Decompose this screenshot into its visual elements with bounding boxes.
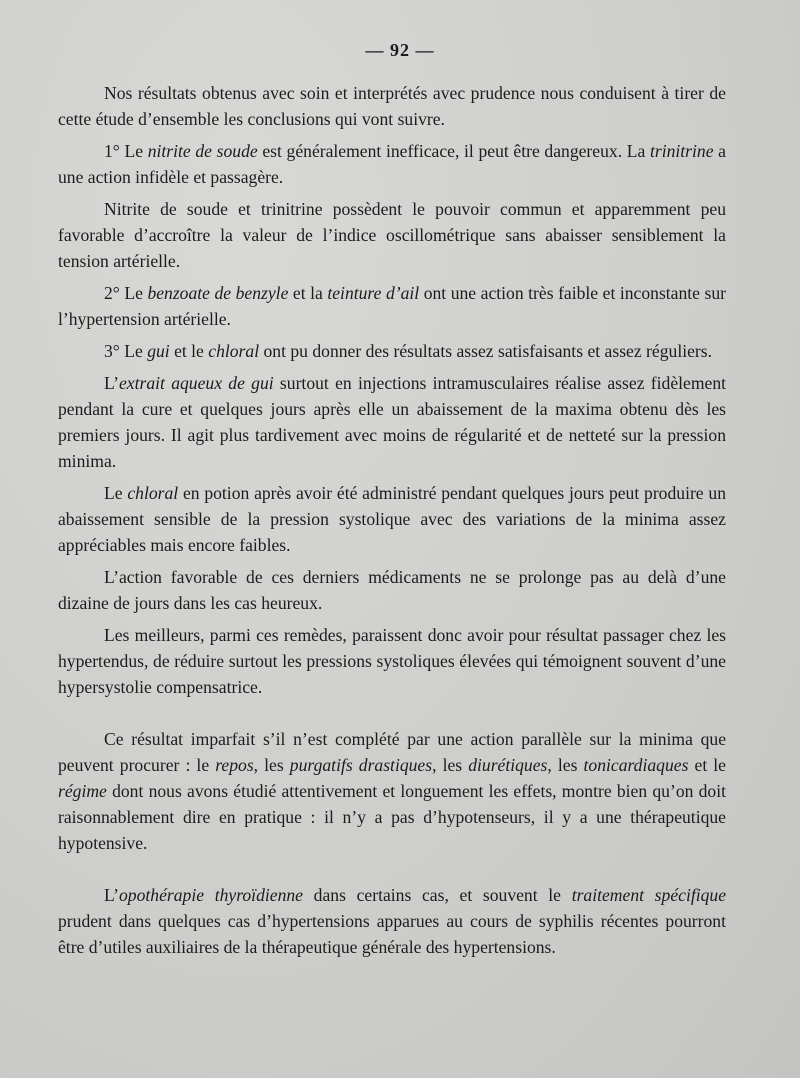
paragraph-p7 (58, 480, 726, 558)
paragraph-p9 (58, 622, 726, 700)
italic-term: teinture d’ail (327, 283, 420, 303)
text-segment: Les meilleurs, parmi ces remèdes, paraissent donc avoir pour résultat passager chez les hypertendus, de réduire surtout les pressions systoliques élevées qui témoignent souvent d’une hypersystolie compensatrice. (58, 625, 726, 697)
text-segment: L’ (104, 373, 119, 393)
text-segment: et le (169, 341, 209, 361)
text-segment: 1° Le (104, 141, 148, 161)
italic-term: régime (58, 781, 107, 801)
text-segment: et le (688, 755, 726, 775)
text-segment: 3° Le (104, 341, 148, 361)
italic-term: nitrite de soude (147, 141, 258, 161)
text-segment: en potion après avoir été administré pendant quelques jours peut produire un abaissement sensible de la pression systolique avec des variations de la minima assez appréciables mais encore faibles. (58, 483, 726, 555)
italic-term: trinitrine (649, 141, 714, 161)
text-segment: Ce résultat imparfait s’il n’est complété par une action parallèle sur la minima que peuvent procurer : le (58, 729, 726, 775)
text-segment: Nos résultats obtenus avec soin et interprétés avec prudence nous conduisent à tirer de cette étude d’ensemble les conclusions qui vont suivre. (58, 83, 726, 129)
paragraph-p11 (58, 882, 726, 960)
paragraph-p8 (58, 564, 726, 616)
paragraph-p6 (58, 370, 726, 474)
text-segment: , les (547, 755, 584, 775)
paragraph-p2 (58, 138, 726, 190)
text-segment: prudent dans quelques cas d’hypertensions apparues au cours de syphilis récentes pourront être d’utiles auxiliaires de la thérapeutique générale des hypertensions. (58, 911, 726, 957)
page-number: — 92 — (365, 40, 435, 60)
italic-term: chloral (208, 341, 260, 361)
text-segment: L’ (104, 885, 119, 905)
text-segment: Nitrite de soude et trinitrine possèdent le pouvoir commun et apparemment peu favorable d’accroître la valeur de l’indice oscillométrique sans abaisser sensiblement la tension artérielle. (58, 199, 726, 271)
italic-term: benzoate de benzyle (147, 283, 289, 303)
paragraph-p1 (58, 80, 726, 132)
italic-term: extrait aqueux de gui (119, 373, 274, 393)
text-segment: et la (288, 283, 328, 303)
text-segment: L’action favorable de ces derniers médicaments ne se prolonge pas au delà d’une dizaine de jours dans les cas heureux. (58, 567, 726, 613)
text-segment: , les (253, 755, 290, 775)
paragraph-p10 (58, 726, 726, 856)
paragraph-p5 (58, 338, 726, 364)
paragraph-p4 (58, 280, 726, 332)
text-segment: ont une action très faible et inconstante sur l’hypertension artérielle. (58, 283, 727, 329)
text-segment: , les (432, 755, 469, 775)
text-segment: 2° Le (104, 283, 148, 303)
text-segment: est généralement inefficace, il peut être dangereux. La (257, 141, 650, 161)
italic-term: tonicardiaques (583, 755, 689, 775)
italic-term: opothérapie thyroïdienne (119, 885, 303, 905)
italic-term: traitement spécifique (571, 885, 727, 905)
italic-term: purgatifs drastiques (289, 755, 433, 775)
italic-term: repos (215, 755, 254, 775)
paragraph-p3 (58, 196, 726, 274)
text-segment: surtout en injections intramusculaires réalise assez fidèlement pendant la cure et quelques jours après elle un abaissement de la maxima obtenu dès les premiers jours. Il agit plus tardivement avec moins de régularité et de netteté sur la pression minima. (58, 373, 727, 471)
body-text (58, 80, 726, 966)
italic-term: chloral (127, 483, 179, 503)
text-segment: ont pu donner des résultats assez satisfaisants et assez réguliers. (259, 341, 713, 361)
italic-term: diurétiques (468, 755, 548, 775)
text-segment: dans certains cas, et souvent le (302, 885, 572, 905)
text-segment: dont nous avons étudié attentivement et longuement les effets, montre bien qu’on doit raisonnablement dire en pratique : il n’y a pas d’hypotenseurs, il y a une thérapeutique hypotensive. (58, 781, 726, 853)
italic-term: gui (147, 341, 170, 361)
text-segment: Le (104, 483, 128, 503)
text-segment: a une action infidèle et passagère. (58, 141, 726, 187)
